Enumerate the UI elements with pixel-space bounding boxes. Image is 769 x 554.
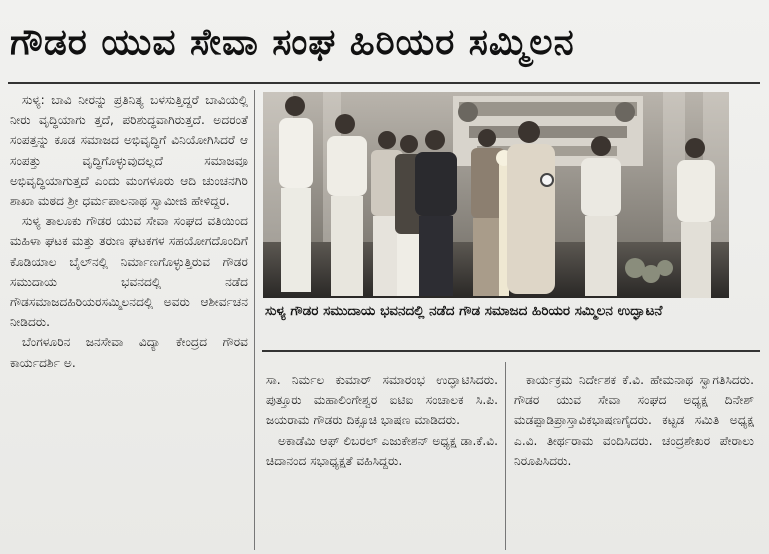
- column3-paragraph-1: ಕಾರ್ಯಕ್ರಮ ನಿರ್ದೇಶಕ ಕೆ.ವಿ. ಹೇಮನಾಥ ಸ್ವಾಗತಿಸಿದರು. ಗೌಡರ ಯುವ ಸೇವಾ ಸಂಘದ ಅಧ್ಯಕ್ಷ ದಿನೇಶ್ ಮಡಪ್ಪಾಡಿಪ್ರಾಸ್ತಾವಿಕಭಾಷಣಗೈದರು. ಕಟ್ಟಡ ಸಮಿತಿ ಅಧ್ಯಕ್ಷ ಎ.ವಿ. ತೀರ್ಥರಾಮ ವಂದಿಸಿದರು. ಚಂದ್ರಶೇಖರ ಪೇರಾಲು ನಿರೂಪಿಸಿದರು.: [514, 373, 754, 468]
- headline-rule: [8, 82, 760, 84]
- event-photo: [263, 92, 729, 298]
- event-photo-image: [263, 92, 729, 298]
- column1-paragraph-1: ಸುಳ್ಯ: ಬಾವಿ ನೀರನ್ನು ಪ್ರತಿನಿತ್ಯ ಬಳಸುತ್ತಿದ್ದರೆ ಬಾವಿಯಲ್ಲಿ ನೀರು ವೃದ್ಧಿಯಾಗು ತ್ತದೆ, ಪರಿಶುದ್ಧವಾಗಿರುತ್ತದೆ. ಅದರಂತೆ ಸಂಪತ್ತನ್ನು ಕೂಡ ಸಮಾಜದ ಅಭಿವೃದ್ಧಿಗೆ ವಿನಿಯೋಗಿಸಿದರೆ ಆ ಸಂಪತ್ತು ವೃದ್ಧಿಗೊಳ್ಳುವುದಲ್ಲದೆ ಸಮಾಜವೂ ಅಭಿವೃದ್ಧಿಯಾಗುತ್ತದೆ ಎಂದು ಮಂಗಳೂರು ಆದಿ ಚುಂಚನಗಿರಿ ಶಾಖಾ ಮಠದ ಶ್ರೀ ಧರ್ಮಪಾಲನಾಥ ಸ್ವಾಮೀಜಿ ಹೇಳಿದ್ದರ.: [10, 93, 248, 209]
- column-divider-2: [505, 362, 506, 550]
- article-column-2: [266, 370, 498, 471]
- column-divider-1: [254, 90, 255, 550]
- caption-rule: [262, 350, 760, 352]
- column1-paragraph-2: ಸುಳ್ಯ ತಾಲೂಕು ಗೌಡರ ಯುವ ಸೇವಾ ಸಂಘದ ವತಿಯಿಂದ ಮಹಿಳಾ ಘಟಕ ಮತ್ತು ತರುಣ ಘಟಕಗಳ ಸಹಯೋಗದೊಂದಿಗೆ ಕೊಡಿಯಾಲ ಬೈಲ್‌ನಲ್ಲಿ ನಿರ್ಮಾಣಗೊಳ್ಳುತ್ತಿರುವ ಗೌಡರ ಸಮುದಾಯ ಭವನದಲ್ಲಿ ನಡೆದ ಗೌಡಸಮಾಜದಹಿರಿಯರಸಮ್ಮಿಲನದಲ್ಲಿ ಅವರು ಆಶೀರ್ವಚನ ನೀಡಿದರು.: [10, 214, 248, 330]
- headline: ಗೌಡರ ಯುವ ಸೇವಾ ಸಂಘ ಹಿರಿಯರ ಸಮ್ಮಿಲನ: [10, 22, 575, 63]
- photo-caption: ಸುಳ್ಯ ಗೌಡರ ಸಮುದಾಯ ಭವನದಲ್ಲಿ ನಡೆದ ಗೌಡ ಸಮಾಜದ ಹಿರಿಯರ ಸಮ್ಮಿಲನ ಉದ್ಘಾಟನೆ: [265, 303, 663, 319]
- column2-paragraph-1: ಸಾ. ನಿರ್ಮಲ ಕುಮಾರ್ ಸಮಾರಂಭ ಉದ್ಘಾಟಿಸಿದರು. ಪುತ್ತೂರು ಮಹಾಲಿಂಗೇಶ್ವರ ಐಟಿಐ ಸಂಚಾಲಕ ಸಿ.ಪಿ. ಜಯರಾಮ ಗೌಡರು ದಿಕ್ಸೂಚಿ ಭಾಷಣ ಮಾಡಿದರು.: [266, 373, 498, 428]
- article-column-3: [514, 370, 754, 471]
- column1-paragraph-3: ಬೆಂಗಳೂರಿನ ಜನಸೇವಾ ವಿದ್ಯಾ ಕೇಂದ್ರದ ಗೌರವ ಕಾರ್ಯದರ್ಶಿ ಅ.: [10, 335, 248, 370]
- column2-paragraph-2: ಅಕಾಡೆಮಿ ಆಫ್ ಲಿಬರಲ್ ಎಜುಕೇಶನ್ ಅಧ್ಯಕ್ಷ ಡಾ.ಕೆ.ವಿ. ಚಿದಾನಂದ ಸಭಾಧ್ಯಕ್ಷತೆ ವಹಿಸಿದ್ದರು.: [266, 433, 498, 468]
- article-column-1: [10, 90, 248, 373]
